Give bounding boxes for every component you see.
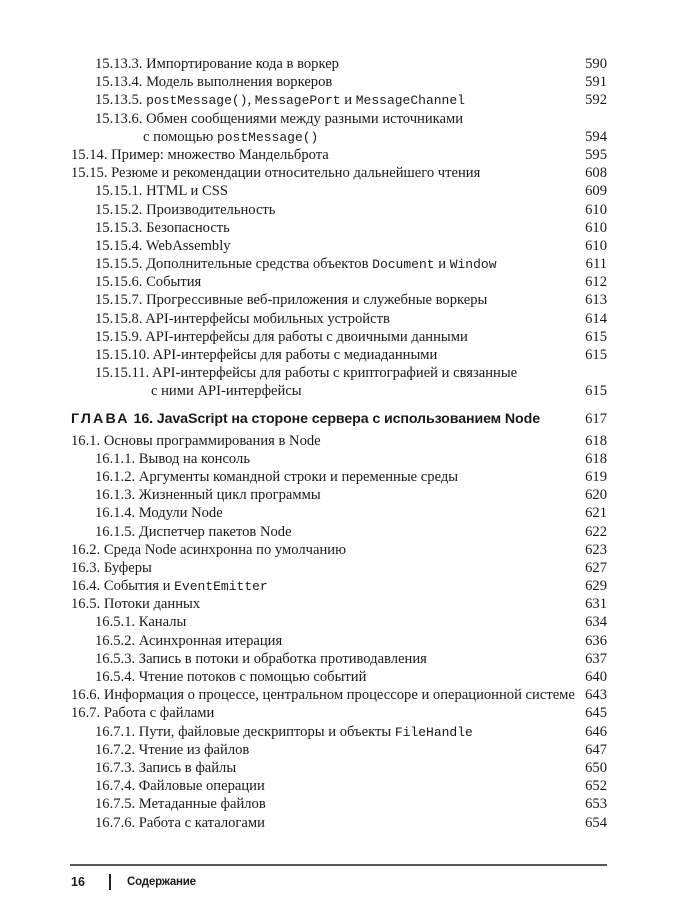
toc-entry-title <box>95 777 265 795</box>
toc-subsection-entry[interactable] <box>71 504 607 522</box>
code-identifier: Window <box>449 257 497 273</box>
title-text: и <box>340 92 356 109</box>
toc-entry-title <box>95 632 282 650</box>
toc-page-number: 614 <box>585 310 607 327</box>
toc-entry-title <box>71 541 346 559</box>
toc-subsection-entry[interactable] <box>71 741 607 759</box>
toc-entry-title <box>95 291 487 309</box>
toc-subsection-entry[interactable] <box>71 450 607 468</box>
toc-subsection-entry[interactable] <box>71 759 607 777</box>
title-text: 16.1.2. Аргументы командной строки и переменные среды <box>95 468 459 485</box>
toc-page-number: 623 <box>585 541 607 558</box>
title-text: 15.15.10. API-интерфейсы для работы с медиаданными <box>95 347 438 363</box>
title-text: 15.15. Резюме и рекомендации относительно дальнейшего чтения <box>71 165 481 182</box>
toc-page-number: 647 <box>585 741 607 758</box>
title-text: 15.15.5. Дополнительные средства объектов <box>95 256 373 273</box>
title-text: 15.15.6. События <box>95 274 202 291</box>
title-text: 16. JavaScript на стороне сервера с использованием Node <box>129 410 540 427</box>
toc-page-number: 646 <box>585 723 607 740</box>
code-identifier: postMessage() <box>146 93 248 109</box>
title-text: с помощью <box>143 128 217 145</box>
title-text: 15.13.6. Обмен сообщениями между разными источниками <box>95 110 464 127</box>
toc-page-number: 592 <box>585 92 607 109</box>
toc-subsection-entry[interactable] <box>71 650 607 668</box>
toc-entry-title <box>95 759 236 777</box>
title-text: 15.15.9. API-интерфейсы для работы с двоичными данными <box>95 328 468 345</box>
toc-entry-continuation[interactable] <box>71 128 607 146</box>
toc-entry-title <box>71 146 329 164</box>
toc-page-number: 650 <box>585 759 607 776</box>
toc-page-number: 610 <box>585 219 607 236</box>
title-text: 16.7.6. Работа с каталогами <box>95 814 265 831</box>
title-text: 16.7.1. Пути, файловые дескрипторы и объекты <box>95 723 395 740</box>
toc-page-number: 622 <box>585 523 607 540</box>
toc-entry-title <box>95 55 339 73</box>
toc-page-number: 610 <box>585 201 607 218</box>
toc-page-number: 637 <box>585 650 607 667</box>
footer-divider <box>70 864 607 866</box>
title-text: и <box>434 256 450 273</box>
title-text: 16.5. Потоки данных <box>71 596 201 613</box>
toc-entry-title <box>95 814 265 832</box>
title-text: , <box>247 92 255 109</box>
toc-section-entry[interactable] <box>71 686 607 704</box>
title-text: 16.1.5. Диспетчер пакетов Node <box>95 523 292 540</box>
title-text: 15.13.3. Импортирование кода в воркер <box>95 56 339 72</box>
toc-subsection-entry[interactable] <box>71 613 607 631</box>
title-text: 16.6. Информация о процессе, центральном процессоре и операционной системе <box>71 687 575 704</box>
title-text: 16.1.4. Модули Node <box>95 505 223 522</box>
toc-subsection-entry[interactable] <box>71 73 607 91</box>
toc-page-number: 619 <box>585 468 607 485</box>
toc-page-number: 636 <box>585 632 607 649</box>
toc-section-entry[interactable] <box>71 146 607 164</box>
toc-entry-title <box>95 73 332 91</box>
toc-page-number: 627 <box>585 559 607 576</box>
toc-subsection-entry[interactable] <box>71 777 607 795</box>
toc-entry-title <box>95 523 292 541</box>
toc-entry-title <box>95 741 249 759</box>
toc-page-number: 631 <box>585 596 607 613</box>
code-identifier: Document <box>372 257 435 273</box>
table-of-contents <box>71 55 607 832</box>
toc-entry-title <box>71 704 214 722</box>
title-text: 15.15.4. WebAssembly <box>95 237 231 254</box>
toc-page-number: 618 <box>585 432 607 449</box>
toc-subsection-entry[interactable] <box>71 346 607 364</box>
code-identifier: postMessage() <box>216 129 319 145</box>
toc-section-entry[interactable] <box>71 704 607 722</box>
title-text: 16.7.3. Запись в файлы <box>95 759 237 776</box>
toc-subsection-entry[interactable] <box>71 55 607 73</box>
title-text: 16.1.3. Жизненный цикл программы <box>95 487 321 504</box>
toc-entry-title <box>95 504 223 522</box>
toc-subsection-entry[interactable] <box>71 255 607 273</box>
toc-entry-title <box>95 328 468 346</box>
toc-entry-title <box>95 468 458 486</box>
toc-page-number: 594 <box>585 128 607 145</box>
toc-entry-title <box>95 795 266 813</box>
toc-page-number: 590 <box>585 56 607 72</box>
toc-page-number: 629 <box>585 578 607 595</box>
toc-entry-title <box>95 486 321 504</box>
toc-entry-title <box>95 182 228 200</box>
toc-entry-title <box>95 310 390 328</box>
footer-section-title: Содержание <box>127 876 196 888</box>
toc-entry-title <box>95 364 517 382</box>
toc-page-number: 615 <box>585 347 607 363</box>
toc-subsection-entry[interactable] <box>71 182 607 200</box>
title-text: 16.5.2. Асинхронная итерация <box>95 632 283 649</box>
toc-subsection-entry[interactable] <box>71 814 607 832</box>
toc-subsection-entry[interactable] <box>71 523 607 541</box>
toc-subsection-entry[interactable] <box>71 273 607 291</box>
title-text: 16.7. Работа с файлами <box>71 705 215 722</box>
toc-chapter-heading[interactable] <box>71 409 607 430</box>
toc-page-number: 617 <box>585 410 607 427</box>
toc-entry-continuation[interactable] <box>71 382 607 400</box>
title-text: 16.2. Среда Node асинхронна по умолчанию <box>71 541 346 558</box>
toc-entry-title <box>71 686 575 704</box>
title-text: 15.15.3. Безопасность <box>95 219 230 236</box>
toc-subsection-entry[interactable] <box>71 291 607 309</box>
toc-entry-title <box>71 559 152 577</box>
toc-subsection-entry[interactable] <box>71 795 607 813</box>
toc-entry-title <box>95 110 463 128</box>
toc-page-number: 643 <box>585 687 607 704</box>
toc-page-number: 645 <box>585 705 607 722</box>
toc-page-number: 611 <box>585 256 607 273</box>
toc-entry-title <box>95 723 473 742</box>
toc-section-entry[interactable] <box>71 432 607 450</box>
toc-section-entry[interactable] <box>71 577 607 595</box>
title-text: 16.3. Буферы <box>71 559 152 576</box>
code-identifier: MessagePort <box>254 93 341 109</box>
code-identifier: EventEmitter <box>174 579 268 595</box>
toc-page-number: 615 <box>585 383 607 400</box>
title-text: 15.15.1. HTML и CSS <box>95 183 228 200</box>
toc-subsection-entry[interactable] <box>71 91 607 109</box>
toc-page-number: 634 <box>585 614 607 631</box>
toc-entry-title <box>95 346 437 364</box>
toc-entry-title <box>143 128 318 147</box>
toc-section-entry[interactable] <box>71 164 607 182</box>
title-text: 16.1. Основы программирования в Node <box>71 432 321 449</box>
chapter-label: ГЛАВА <box>71 410 130 427</box>
title-text: 15.13.5. <box>95 92 147 109</box>
toc-subsection-entry[interactable] <box>71 486 607 504</box>
toc-entry-title <box>95 668 366 686</box>
toc-entry-title <box>71 409 540 430</box>
toc-subsection-entry[interactable] <box>71 328 607 346</box>
toc-subsection-entry[interactable] <box>71 468 607 486</box>
title-text: 16.4. События и <box>71 578 175 595</box>
toc-entry-title <box>95 255 497 274</box>
toc-subsection-entry[interactable] <box>71 668 607 686</box>
toc-subsection-entry[interactable] <box>71 364 607 382</box>
footer-page-number: 16 <box>71 875 85 889</box>
toc-page-number: 618 <box>585 450 607 467</box>
toc-entry-title <box>95 613 186 631</box>
toc-entry-title <box>95 201 275 219</box>
footer-separator <box>109 874 111 890</box>
title-text: 16.1.1. Вывод на консоль <box>95 450 250 467</box>
toc-subsection-entry[interactable] <box>71 723 607 741</box>
toc-section-entry[interactable] <box>71 595 607 613</box>
title-text: 16.5.4. Чтение потоков с помощью событий <box>95 669 367 685</box>
toc-subsection-entry[interactable] <box>71 310 607 328</box>
toc-page-number: 613 <box>585 292 607 309</box>
toc-page-number: 620 <box>585 487 607 504</box>
toc-page-number: 608 <box>585 165 607 182</box>
title-text: 15.13.4. Модель выполнения воркеров <box>95 74 333 91</box>
toc-entry-title <box>71 595 200 613</box>
title-text: 15.15.7. Прогрессивные веб-приложения и служебные воркеры <box>95 292 488 309</box>
toc-page-number: 612 <box>585 274 607 291</box>
toc-page-number: 595 <box>585 146 607 163</box>
toc-page-number: 652 <box>585 778 607 795</box>
toc-entry-title <box>95 237 231 255</box>
toc-page-number: 640 <box>585 669 607 685</box>
toc-entry-title <box>95 273 201 291</box>
title-text: 16.5.3. Запись в потоки и обработка противодавления <box>95 650 427 667</box>
toc-entry-title <box>95 91 465 110</box>
toc-section-entry[interactable] <box>71 541 607 559</box>
toc-subsection-entry[interactable] <box>71 110 607 128</box>
toc-page-number: 654 <box>585 814 607 831</box>
toc-page-number: 621 <box>585 505 607 522</box>
code-identifier: FileHandle <box>394 724 473 740</box>
toc-page-number: 615 <box>585 328 607 345</box>
title-text: 15.15.8. API-интерфейсы мобильных устройств <box>95 310 390 327</box>
code-identifier: MessageChannel <box>355 93 465 109</box>
toc-page-number: 653 <box>585 796 607 813</box>
toc-subsection-entry[interactable] <box>71 237 607 255</box>
toc-page-number: 609 <box>585 183 607 200</box>
toc-entry-title <box>95 219 230 237</box>
toc-entry-title <box>71 432 321 450</box>
toc-section-entry[interactable] <box>71 559 607 577</box>
toc-entry-title <box>151 382 302 400</box>
toc-page-number: 610 <box>585 237 607 254</box>
toc-subsection-entry[interactable] <box>71 219 607 237</box>
toc-subsection-entry[interactable] <box>71 201 607 219</box>
title-text: 16.7.4. Файловые операции <box>95 778 265 795</box>
toc-subsection-entry[interactable] <box>71 632 607 650</box>
title-text: 15.15.11. API-интерфейсы для работы с криптографией и связанные <box>95 365 518 382</box>
toc-entry-title <box>95 450 250 468</box>
title-text: 16.7.2. Чтение из файлов <box>95 741 250 758</box>
title-text: 15.15.2. Производительность <box>95 201 276 218</box>
toc-page-number: 591 <box>585 74 607 91</box>
toc-entry-title <box>71 164 480 182</box>
toc-entry-title <box>71 577 268 596</box>
title-text: 16.5.1. Каналы <box>95 614 187 631</box>
title-text: с ними API-интерфейсы <box>151 383 302 400</box>
toc-entry-title <box>95 650 427 668</box>
title-text: 16.7.5. Метаданные файлов <box>95 796 266 813</box>
title-text: 15.14. Пример: множество Мандельброта <box>71 146 329 163</box>
